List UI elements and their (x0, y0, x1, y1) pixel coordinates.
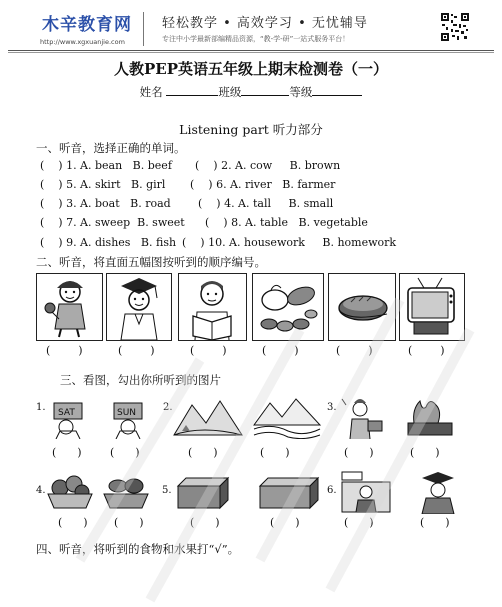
name-field[interactable] (166, 85, 218, 96)
question-item: ( ) 4. A. tall B. small (198, 197, 334, 210)
shop-man-icon (338, 470, 394, 514)
graduate-icon (107, 274, 171, 340)
group-number: 5. (162, 485, 172, 496)
name-row (0, 84, 502, 100)
question-item: ( ) 7. A. sweep B. sweet (40, 216, 185, 229)
sat-cartoon-icon (46, 395, 96, 439)
name-label: 姓名 (139, 85, 163, 99)
picture-television (399, 273, 465, 341)
question-item: ( ) 1. A. bean B. beef (40, 159, 172, 172)
group-number: 2. (163, 402, 173, 413)
question-item: ( ) 2. A. cow B. brown (195, 159, 341, 172)
vegetables-icon (253, 274, 323, 340)
section2-heading: 二、听音，将直面五幅图按听到的顺序编号。 (36, 255, 266, 269)
answer-blank[interactable]: ( ) (190, 516, 220, 529)
bread-icon (329, 274, 395, 340)
boy-reading-icon (179, 274, 246, 340)
question-item: ( ) 9. A. dishes B. fish (40, 236, 177, 249)
river-scene-icon (252, 395, 322, 439)
television-icon (400, 274, 464, 340)
answer-blank[interactable]: ( ) (410, 446, 440, 459)
answer-blank[interactable]: ( ) (344, 516, 374, 529)
group-number: 1. (36, 402, 46, 413)
picture-boy-reading (178, 273, 247, 341)
page-title: 人教PEP英语五年级上期末检测卷（一） (114, 60, 388, 78)
site-url: http://www.xgxuanjie.com (40, 38, 125, 46)
question-item: ( ) 10. A. housework B. homework (182, 236, 397, 249)
answer-blank[interactable]: ( ) (58, 516, 88, 529)
grade-label: 等级 (289, 85, 313, 99)
answer-blank[interactable]: ( ) (336, 344, 373, 357)
box-icon (172, 476, 232, 512)
sun-cartoon-icon (104, 395, 154, 439)
girl-with-flower-icon (37, 274, 102, 340)
qr-code-icon (440, 12, 470, 42)
answer-blank[interactable]: ( ) (118, 344, 155, 357)
site-logo: 木辛教育网 (42, 15, 132, 35)
fire-stove-icon (404, 395, 460, 439)
grade-field[interactable] (312, 85, 362, 96)
answer-blank[interactable]: ( ) (46, 344, 83, 357)
header-rule (8, 50, 494, 51)
svg-text:SUN: SUN (117, 408, 137, 418)
picture-girl-flower (36, 273, 103, 341)
cook-man-icon (338, 395, 388, 439)
header-divider (143, 12, 144, 46)
svg-text:SAT: SAT (58, 408, 75, 418)
picture-bread (328, 273, 396, 341)
answer-blank[interactable]: ( ) (420, 516, 450, 529)
picture-graduate (106, 273, 172, 341)
mountain-scene-icon (172, 395, 244, 439)
answer-blank[interactable]: ( ) (408, 344, 445, 357)
question-item: ( ) 5. A. skirt B. girl (40, 178, 166, 191)
header-rule-thin (8, 52, 494, 53)
answer-blank[interactable]: ( ) (270, 516, 300, 529)
answer-blank[interactable]: ( ) (114, 516, 144, 529)
question-item: ( ) 8. A. table B. vegetable (205, 216, 368, 229)
group-number: 3. (327, 402, 337, 413)
site-slogan: 轻松教学 • 高效学习 • 无忧辅导 (162, 16, 368, 31)
question-item: ( ) 6. A. river B. farmer (190, 178, 336, 191)
graduate-man-icon (412, 470, 464, 514)
answer-blank[interactable]: ( ) (344, 446, 374, 459)
answer-blank[interactable]: ( ) (52, 446, 82, 459)
answer-blank[interactable]: ( ) (110, 446, 140, 459)
section1-heading: 一、听音，选择正确的单词。 (36, 141, 186, 155)
group-number: 6. (327, 485, 337, 496)
class-field[interactable] (241, 85, 289, 96)
part-heading: Listening part 听力部分 (179, 122, 323, 137)
vegetable-basket-icon (100, 472, 152, 512)
answer-blank[interactable]: ( ) (260, 446, 290, 459)
question-item: ( ) 3. A. boat B. road (40, 197, 171, 210)
picture-vegetables (252, 273, 324, 341)
group-number: 4. (36, 485, 46, 496)
section3-heading: 三、看图，勾出你所听到的图片 (60, 373, 221, 387)
site-tagline: 专注中小学最新部编精品资源，“教-学-研”一站式服务平台！ (162, 35, 350, 43)
box-long-icon (256, 476, 322, 512)
fruit-basket-icon (44, 472, 96, 512)
answer-blank[interactable]: ( ) (262, 344, 299, 357)
answer-blank[interactable]: ( ) (190, 344, 227, 357)
answer-blank[interactable]: ( ) (188, 446, 218, 459)
class-label: 班级 (218, 85, 242, 99)
section4-heading: 四、听音，将听到的食物和水果打“√”。 (36, 542, 240, 556)
